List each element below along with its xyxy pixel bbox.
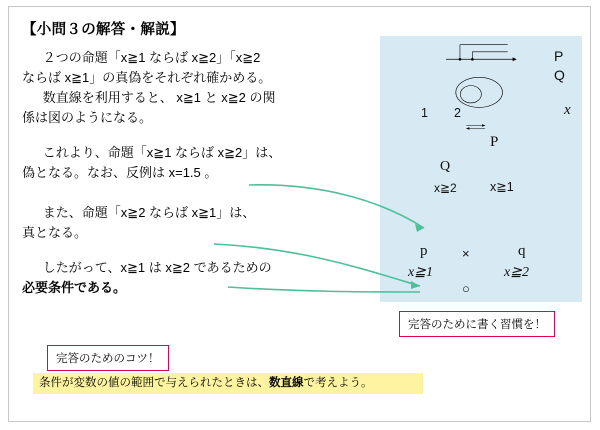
figure-panel [380,36,582,302]
label-venn-outer-set: x≧1 [490,180,514,194]
tip-body-bold: 数直線 [269,377,304,389]
paragraph-1-line-1: ２つの命題「x≧1 ならば x≧2」「x≧2 [42,50,261,65]
paragraph-3-line-2: 真となる。 [22,225,88,240]
label-relation-q: q [518,243,526,259]
label-tick-2: 2 [454,106,461,120]
label-axis-x: x [564,102,571,118]
paragraph-2-line-2: 偽となる。なお、反例は x=1.5 。 [22,165,218,180]
paragraph-1 [22,48,372,128]
callout-habit-note: 完答のために書く習慣を！ [399,311,555,337]
number-line-arrowhead [513,57,517,61]
point-1 [459,58,462,61]
tip-body-pre: 条件が変数の値の範囲で与えられたときは、 [39,377,269,389]
venn-inner-ellipse [460,86,481,103]
venn-outer-ellipse [456,77,503,107]
label-venn-p: P [490,134,499,150]
tip-body-post: で考えよう。 [303,377,373,389]
figure-graphics [380,36,582,136]
paragraph-2 [22,143,372,183]
paragraph-4 [22,258,372,298]
label-relation-false-mark: × [462,246,470,261]
tip-highlight-bar [33,373,423,394]
label-ray-p: P [554,48,564,64]
paragraph-4-line-1: したがって、x≧1 は x≧2 であるための [42,260,272,275]
paragraph-1-line-2: ならば x≧1」の真偽をそれぞれ確かめる。 [22,70,272,85]
paragraph-3 [22,203,372,243]
label-tick-1: 1 [421,106,428,120]
relation-arrow-bottom-head [466,127,469,130]
paragraph-4-line-2: 必要条件である。 [22,280,127,295]
paragraph-1-line-4: 係は図のようになる。 [22,110,153,125]
label-ray-q: Q [554,67,565,83]
label-relation-left-expr: x≧1 [408,265,433,280]
relation-arrow-top-head [482,124,485,127]
paragraph-3-line-1: また、命題「x≧2 ならば x≧1」は、 [42,205,256,220]
label-relation-p: p [420,243,428,259]
point-2 [471,58,474,61]
label-venn-inner-set: x≧2 [434,181,457,195]
label-venn-q: Q [440,159,451,174]
label-relation-true-mark: ○ [462,281,470,296]
label-relation-right-expr: x≧2 [504,265,529,280]
page-title: 【小問３の解答・解説】 [22,22,185,38]
paragraph-2-line-1: これより、命題「x≧1 ならば x≧2」は、 [42,145,282,160]
callout-tip-title: 完答のためのコツ！ [47,345,169,371]
paragraph-1-line-3: 数直線を利用すると、 x≧1 と x≧2 の関 [42,90,276,105]
